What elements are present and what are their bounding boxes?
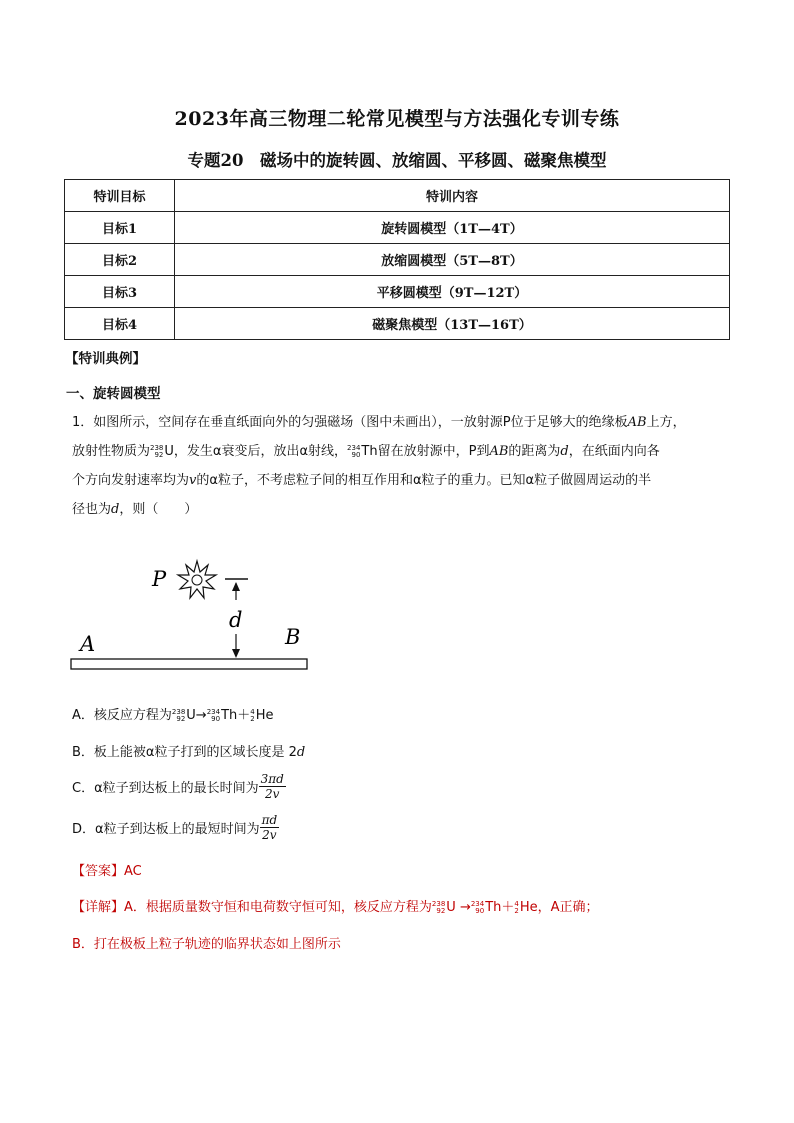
text: A正确； [550,900,599,915]
table-cell-content: 放缩圆模型（5T—8T） [175,244,730,276]
document-title: 2023年高三物理二轮常见模型与方法强化专训专练 [174,108,620,130]
text: U → [446,900,471,915]
nuclide-u: 238 92 [150,443,164,459]
table-row [65,212,730,244]
text: 放射性物质为 [72,444,151,459]
question-line [72,466,732,495]
text: D．α粒子到达板上的最短时间为 [72,822,260,837]
nuclide-th: 234 90 [470,899,485,915]
var-ab: AB [627,415,647,430]
text: 的距离为 [508,444,561,459]
option-b [72,741,305,760]
fraction: $\frac{3\pi d}{2v}$ [260,772,284,801]
text: 的α粒子，不考虑粒子间的相互作用和α粒子的重力。已知α粒子做圆周运动的半 [196,473,652,488]
table-cell-content: 磁聚焦模型（13T—16T） [175,308,730,340]
problem-figure [70,550,330,680]
arrowhead-down [232,649,240,658]
option-d [72,813,279,842]
text: He， [519,900,551,915]
option-a [72,704,274,723]
question-line [72,495,732,524]
text: A．根据质量数守恒和电荷数守恒可知，核反应方程为 [124,900,432,915]
text: ，则（ ） [119,502,198,517]
table-row [65,244,730,276]
examples-heading: 【特训典例】 [65,351,146,367]
training-targets-table [64,179,730,340]
detail-label: 【详解】 [72,900,125,915]
nuclide-he: 4 2 [250,707,255,723]
label-p: P [152,567,167,591]
label-d: d [229,608,243,632]
text: B．板上能被α粒子打到的区域长度是 2 [72,745,297,760]
detail-line-b: B．打在极板上粒子轨迹的临界状态如上图所示 [72,937,341,952]
text: 径也为 [72,502,112,517]
label-b: B [285,625,301,649]
table-header-row [65,180,730,212]
text: U→ [186,708,207,723]
option-c [72,772,286,801]
text: C．α粒子到达板上的最长时间为 [72,781,259,796]
text: Th＋ [485,900,515,915]
var-d: d [111,502,120,517]
table-cell-goal: 目标4 [65,308,175,340]
table-header-cell: 特训目标 [65,180,175,212]
var-ab: AB [489,444,509,459]
text: 个方向发射速率均为 [72,473,190,488]
table-cell-goal: 目标1 [65,212,175,244]
text: A．核反应方程为 [72,708,172,723]
table-cell-content: 旋转圆模型（1T—4T） [175,212,730,244]
nuclide-u: 238 92 [171,707,186,723]
text: Th留在放射源中，P到 [361,444,490,459]
table-row [65,308,730,340]
text: Th＋ [221,708,251,723]
question-line [72,437,732,466]
text: He [255,708,274,723]
var-d: d [560,444,569,459]
question-line [72,408,732,437]
arrowhead-up [232,582,240,591]
fraction: $\frac{\pi d}{2v}$ [261,813,278,842]
label-a: A [80,632,96,656]
part-heading: 一、旋转圆模型 [66,386,161,402]
radiation-source-icon [178,561,216,598]
table-cell-goal: 目标3 [65,276,175,308]
text: ，在纸面内向各 [568,444,660,459]
var-v: v [189,473,197,488]
answer-line: 【答案】AC [72,864,142,879]
table-cell-goal: 目标2 [65,244,175,276]
text: 上方， [646,415,686,430]
nuclide-he: 4 2 [514,899,519,915]
var-d: d [296,745,306,760]
table-header-cell: 特训内容 [175,180,730,212]
nuclide-th: 234 90 [206,707,221,723]
table-row [65,276,730,308]
detail-line-a [72,896,599,915]
text: 1．如图所示，空间存在垂直纸面向外的匀强磁场（图中未画出），一放射源P位于足够大的绝缘板 [72,415,628,430]
table-cell-content: 平移圆模型（9T—12T） [175,276,730,308]
text: U，发生α衰变后，放出α射线， [164,444,348,459]
insulating-board [71,659,307,669]
nuclide-u: 238 92 [431,899,446,915]
topic-subtitle: 专题20 磁场中的旋转圆、放缩圆、平移圆、磁聚焦模型 [187,151,607,170]
question-stem [72,408,732,524]
nuclide-th: 234 90 [347,443,361,459]
